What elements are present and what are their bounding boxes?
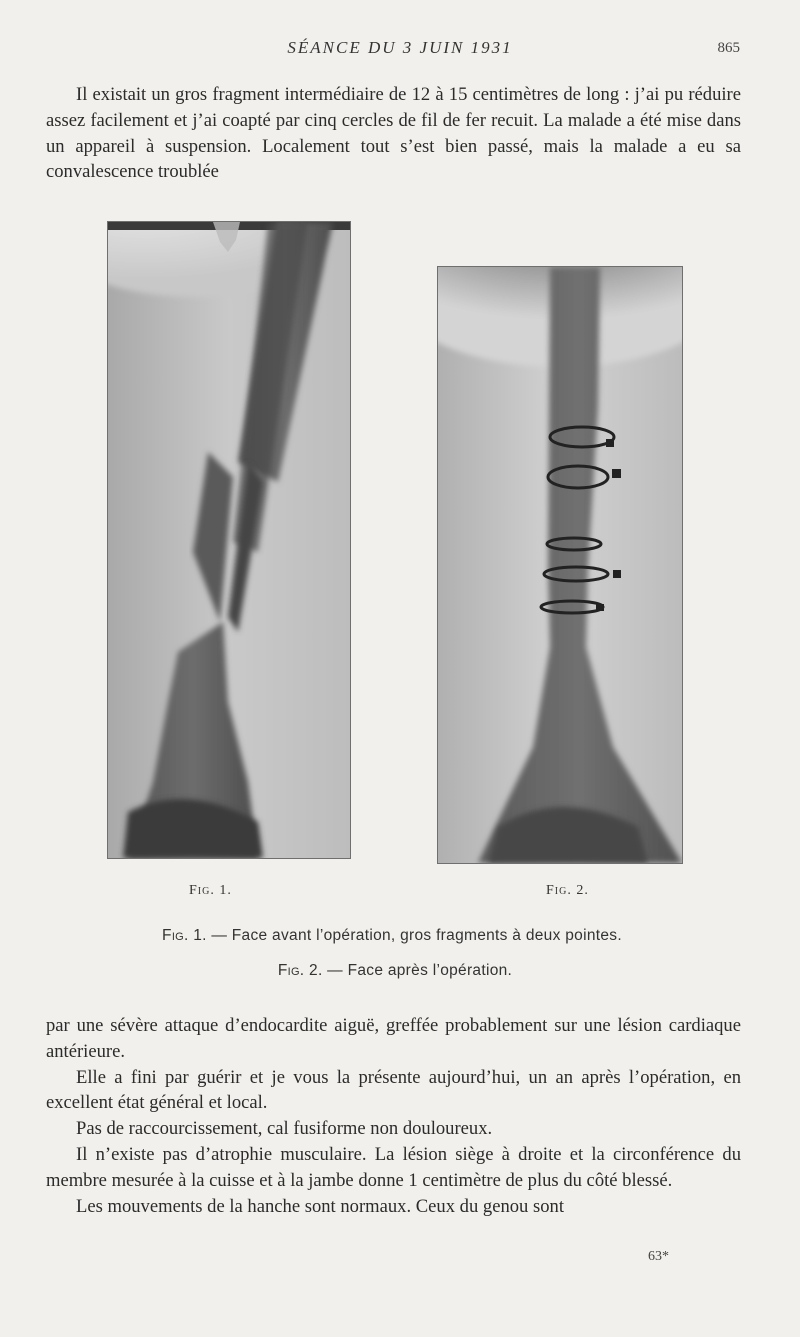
xray-after-image (438, 267, 682, 863)
figure-1-label: Fig. 1. (189, 883, 232, 898)
figure-1-caption (0, 927, 792, 945)
figure-2-label: Fig. 2. (546, 883, 589, 898)
paragraph: par une sévère attaque d’endocardite aiguë, greffée probablement sur une lésion cardiaque antérieure. (46, 1015, 741, 1062)
caption-text: — Face après l’opération. (322, 962, 513, 979)
paragraph: Il existait un gros fragment intermédiaire de 12 à 15 centimètres de long : j’ai pu réduire assez facilement et j’ai coapté par cinq cercles de fil de fer recuit. La malade a été mise dans un appareil à suspension. Localement tout s’est bien passé, mais la malade a eu sa convalescence troublée (46, 84, 741, 183)
figure-2-caption (0, 962, 795, 980)
caption-ref: Fig. 2. (277, 962, 323, 979)
paragraph: Il n’existe pas d’atrophie musculaire. La lésion siège à droite et la circonférence du membre mesurée à la cuisse et à la jambe donne 1 centimètre de plus du côté blessé. (46, 1143, 741, 1191)
running-head: SÉANCE DU 3 JUIN 1931 (287, 38, 513, 57)
paragraph: Les mouvements de la hanche sont normaux. Ceux du genou sont (76, 1195, 564, 1217)
signature-mark: 63* (648, 1249, 669, 1264)
paragraph: Pas de raccourcissement, cal fusiforme non douloureux. (76, 1118, 493, 1140)
caption-text: — Face avant l’opération, gros fragments à deux pointes. (206, 927, 622, 944)
caption-ref: Fig. 1. (162, 927, 207, 944)
body-text-top (46, 82, 741, 185)
page-number: 865 (717, 40, 740, 56)
xray-before-image (108, 222, 350, 858)
page-header (0, 38, 800, 62)
paragraph: Elle a fini par guérir et je vous la présente aujourd’hui, un an après l’opération, en excellent état général et local. (46, 1066, 741, 1114)
figure-1-xray (107, 221, 351, 859)
figure-2-xray (437, 266, 683, 864)
body-text-bottom (46, 1013, 741, 1219)
